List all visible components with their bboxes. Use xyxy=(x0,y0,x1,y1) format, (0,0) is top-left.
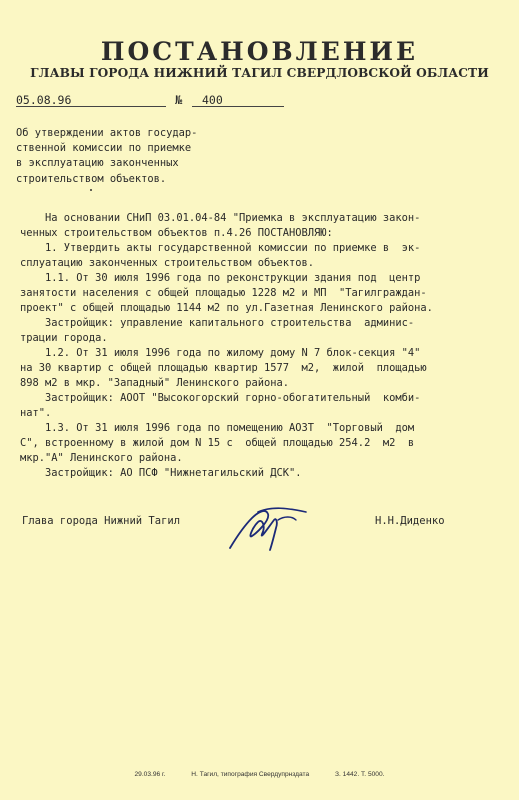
number-label: № xyxy=(175,93,183,107)
signatory-name: Н.Н.Диденко xyxy=(375,515,445,527)
body-line: на 30 квартир с общей площадью квартир 1577 м2, жилой площадью xyxy=(20,362,427,374)
body-line: 898 м2 в мкр. "Западный" Ленинского района. xyxy=(20,377,289,389)
document-subtitle: ГЛАВЫ ГОРОДА НИЖНИЙ ТАГИЛ СВЕРДЛОВСКОЙ ОБЛАСТИ xyxy=(30,66,489,80)
subject-block xyxy=(16,126,246,187)
body-line: мкр."А" Ленинского района. xyxy=(20,452,183,464)
body-line: 1. Утвердить акты государственной комиссии по приемке в эк- xyxy=(20,242,421,254)
body-line: 1.1. От 30 июля 1996 года по реконструкции здания под центр xyxy=(20,272,421,284)
footer-print-date: 29.03.96 г. xyxy=(134,771,166,778)
body-line: ченных строительством объектов п.4.26 ПОСТАНОВЛЯЮ: xyxy=(20,227,333,239)
subject-line: ственной комиссии по приемке xyxy=(16,142,192,155)
body-line: Застройщик: АООТ "Высокогорский горно-обогатительный комби- xyxy=(20,392,421,404)
body-line: Застройщик: АО ПСФ "Нижнетагильский ДСК". xyxy=(20,467,302,479)
document-date: 05.08.96 xyxy=(16,93,72,107)
number-underline xyxy=(192,106,284,107)
handwritten-signature xyxy=(222,498,322,558)
body-line: занятости населения с общей площадью 1228 м2 и МП "Тагилграждан- xyxy=(20,287,427,299)
body-line: сплуатацию законченных строительством объектов. xyxy=(20,257,315,269)
body-line: проект" с общей площадью 1144 м2 по ул.Газетная Ленинского района. xyxy=(20,302,433,314)
subject-line: строительством объектов. xyxy=(16,172,167,185)
body-line: трации города. xyxy=(20,332,108,344)
footer-order: З. 1442. Т. 5000. xyxy=(335,771,385,778)
subject-line: Об утверждении актов государ- xyxy=(16,127,198,139)
subject-line: в эксплуатацию законченных xyxy=(16,157,179,170)
print-footer xyxy=(0,771,519,778)
document-title: ПОСТАНОВЛЕНИЕ xyxy=(100,37,419,66)
body-line: 1.2. От 31 июля 1996 года по жилому дому N 7 блок-секция "4" xyxy=(20,347,421,359)
document-number: 400 xyxy=(202,93,223,107)
signatory-position: Глава города Нижний Тагил xyxy=(22,515,181,527)
body-line: На основании СНиП 03.01.04-84 "Приемка в эксплуатацию закон- xyxy=(20,212,421,224)
body-line: 1.3. От 31 июля 1996 года по помещению АОЗТ "Торговый дом xyxy=(20,422,415,434)
footer-printer: Н. Тагил, типография Свердупрнздата xyxy=(191,771,310,778)
date-underline xyxy=(16,106,166,107)
body-line: Застройщик: управление капитального строительства админис- xyxy=(20,317,415,329)
body-line: нат". xyxy=(20,407,52,419)
stray-dot xyxy=(90,189,92,191)
body-line: С", встроенному в жилой дом N 15 с общей площадью 254.2 м2 в xyxy=(20,437,415,449)
